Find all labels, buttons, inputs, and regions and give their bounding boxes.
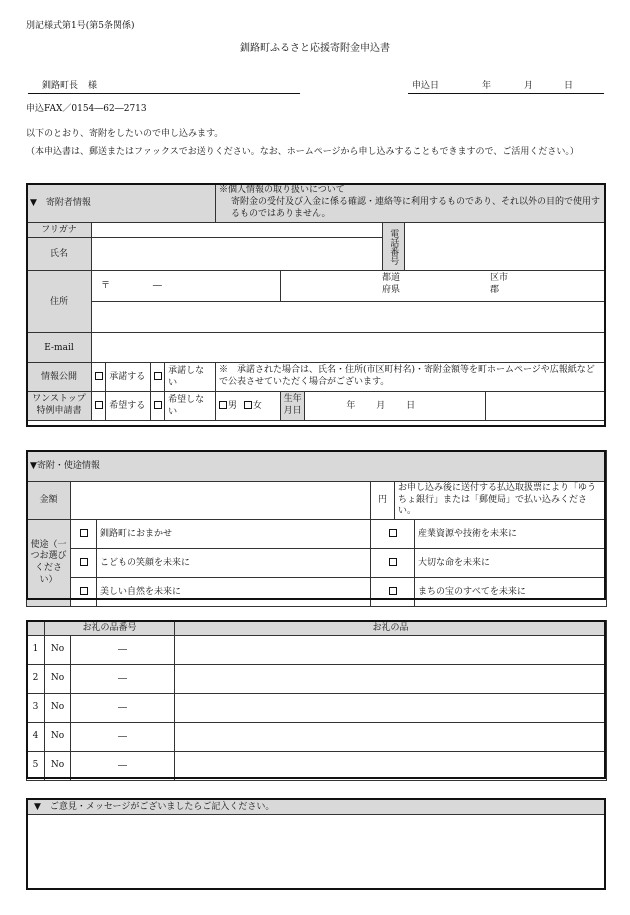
onestop-yes-label: 希望する [106,392,151,421]
gift-number-field[interactable]: ― [71,694,175,723]
address-detail-field[interactable] [92,302,606,333]
purpose-option-3: こどもの笑顔を未来に [97,549,371,578]
birth-day: 日 [406,401,416,412]
furigana-label: フリガナ [27,223,92,238]
message-box [26,798,606,890]
donor-section-title: ▼ 寄附者情報 [27,184,216,223]
prefecture-label: 都道 府県 [381,273,400,295]
purpose-option-6: まちの宝のすべてを未来に [415,578,607,607]
gift-row-index: 5 [27,752,45,781]
amount-field[interactable] [71,482,371,520]
gender-field[interactable] [215,392,280,421]
gift-row [27,752,607,781]
onestop-no-label: 希望しない [165,392,216,421]
postal-dash: ― [152,281,162,292]
addressee: 釧路町長 [42,81,79,91]
birthdate-extra [486,392,606,421]
prefecture-city-field[interactable] [280,271,605,302]
onestop-yes-checkbox[interactable] [92,392,106,421]
postal-mark: 〒 [101,281,111,292]
purpose-label: 使途（一つお選びください） [27,520,71,607]
intro-note: （本申込書は、郵送またはファックスでお送りください。なお、ホームページから申し込みすることもできますので、ご活用ください。） [26,147,579,157]
amount-note: お申し込み後に送付する払込取扱票により「ゆうちょ銀行」または「郵便局」で払い込みください。 [395,482,607,520]
gift-item-field[interactable] [175,694,607,723]
email-field[interactable] [92,333,606,363]
yen-label: 円 [371,482,395,520]
gift-row-index: 1 [27,636,45,665]
date-year: 年 [482,81,492,91]
form-number: 別記様式第1号(第5条関係) [26,21,135,31]
onestop-no-checkbox[interactable] [150,392,164,421]
gift-header-index [27,621,45,636]
onestop-label: ワンストップ特例申請書 [27,392,92,421]
email-label: E-mail [27,333,92,363]
purpose-checkbox-3[interactable] [71,549,97,578]
gift-item-field[interactable] [175,723,607,752]
usage-section-title: ▼寄附・使途情報 [27,451,607,482]
purpose-checkbox-4[interactable] [371,549,415,578]
purpose-checkbox-6[interactable] [371,578,415,607]
phone-field[interactable] [404,223,605,271]
gift-row-no: No [45,694,71,723]
purpose-option-5: 美しい自然を未来に [97,578,371,607]
name-field[interactable] [92,238,383,271]
form-title: 釧路町ふるさと応援寄附金申込書 [240,43,390,54]
address-label: 住所 [27,271,92,333]
gift-item-field[interactable] [175,636,607,665]
gift-row-no: No [45,636,71,665]
birthdate-label: 生年月日 [280,392,304,421]
gender-male: 男 [227,401,237,412]
message-title: ▼ ご意見・メッセージがございましたらご記入ください。 [28,800,604,815]
publish-label: 情報公開 [27,363,92,392]
intro-text: 以下のとおり、寄附をしたいので申し込みます。 [26,129,224,139]
gift-number-field[interactable]: ― [71,665,175,694]
gift-table [26,620,607,781]
addressee-suffix: 様 [88,81,98,91]
fax-number: 申込FAX／0154―62―2713 [26,104,147,114]
publish-no-label: 承諾しない [165,363,216,392]
gift-row-index: 2 [27,665,45,694]
message-field[interactable] [28,815,604,888]
purpose-option-2: 産業資源や技術を未来に [415,520,607,549]
donor-info-table [26,183,606,421]
gift-item-field[interactable] [175,752,607,781]
addressee-line [28,80,300,94]
publish-yes-checkbox[interactable] [92,363,106,392]
publish-no-checkbox[interactable] [150,363,164,392]
privacy-title: ※個人情報の取り扱いについて [218,185,345,196]
gift-row-no: No [45,752,71,781]
gift-header-item: お礼の品 [175,621,607,636]
gift-row [27,636,607,665]
gift-row-index: 3 [27,694,45,723]
privacy-notice [215,184,605,223]
birth-year: 年 [346,401,356,412]
date-day: 日 [564,81,574,91]
publish-note: ※ 承諾された場合は、氏名・住所(市区町村名)・寄附金額等を町ホームページや広報紙などで公表させていただく場合がございます。 [215,363,605,392]
usage-table [26,450,607,607]
purpose-option-1: 釧路町におまかせ [97,520,371,549]
application-date[interactable] [408,80,604,94]
date-label: 申込日 [412,81,440,91]
gift-row-no: No [45,723,71,752]
date-month: 月 [524,81,534,91]
postal-code-field[interactable] [92,271,281,302]
privacy-body: 寄附金の受付及び入金に係る確認・連絡等に利用するものであり、それ以外の目的で使用するものではありません。 [230,197,600,219]
furigana-field[interactable] [92,223,383,238]
phone-label: 電話番号 [382,223,404,271]
gender-female: 女 [252,401,262,412]
gift-item-field[interactable] [175,665,607,694]
amount-label: 金額 [27,482,71,520]
gift-number-field[interactable]: ― [71,752,175,781]
name-label: 氏名 [27,238,92,271]
purpose-checkbox-5[interactable] [71,578,97,607]
gift-number-field[interactable]: ― [71,636,175,665]
gift-header-number: お礼の品番号 [45,621,175,636]
gift-row-no: No [45,665,71,694]
birth-month: 月 [376,401,386,412]
purpose-option-4: 大切な命を未来に [415,549,607,578]
gift-row [27,723,607,752]
city-label: 区市 郡 [489,273,508,295]
gift-number-field[interactable]: ― [71,723,175,752]
gift-row [27,665,607,694]
gift-row [27,694,607,723]
gift-row-index: 4 [27,723,45,752]
publish-yes-label: 承諾する [106,363,151,392]
birthdate-field[interactable] [305,392,486,421]
purpose-checkbox-2[interactable] [371,520,415,549]
purpose-checkbox-1[interactable] [71,520,97,549]
